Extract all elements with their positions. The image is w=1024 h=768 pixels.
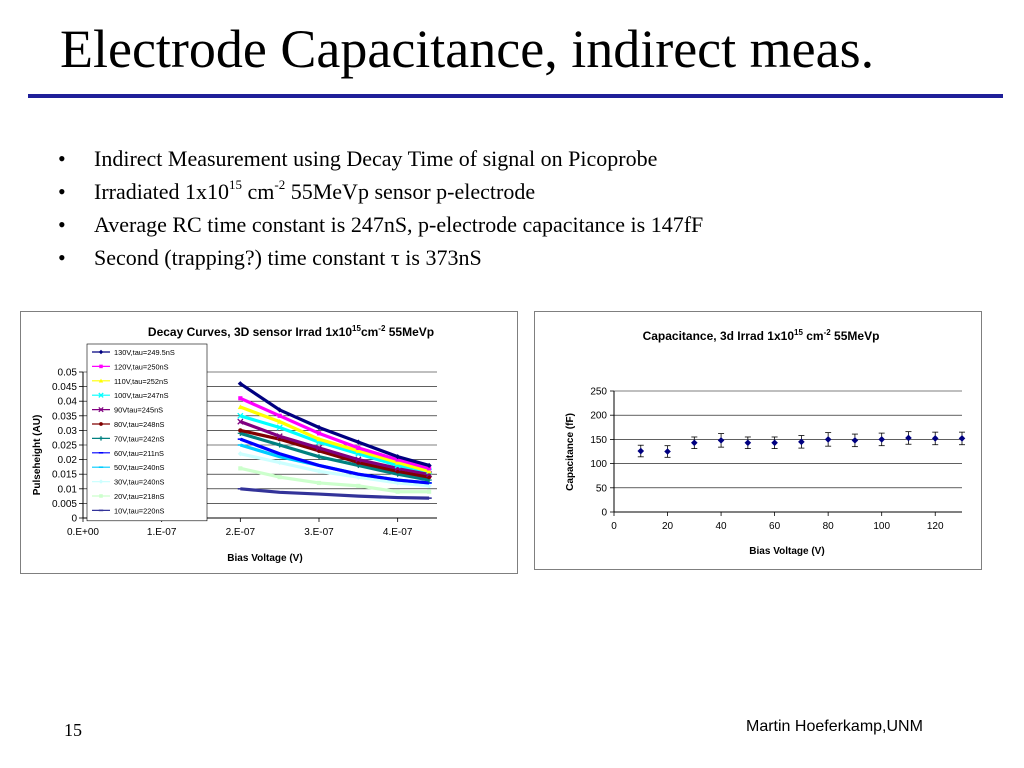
capacitance-x-tick-label: 60 xyxy=(769,521,781,532)
capacitance-data-point xyxy=(852,437,859,444)
capacitance-y-tick-label: 150 xyxy=(590,434,607,446)
bullet-text: Average RC time constant is 247nS, p-electrode capacitance is 147fF xyxy=(94,212,704,237)
bullet-superscript: -2 xyxy=(274,176,286,192)
capacitance-y-tick-label: 100 xyxy=(590,459,607,471)
bullet-text: Irradiated 1x10 xyxy=(94,179,229,204)
bullet-superscript: 15 xyxy=(229,176,242,192)
capacitance-data-point xyxy=(825,436,832,443)
capacitance-chart-svg xyxy=(535,312,981,569)
capacitance-chart xyxy=(534,311,982,570)
decay-legend-label: 130V,tau=249.5nS xyxy=(114,348,175,357)
bullet-text: 55MeVp sensor p-electrode xyxy=(285,179,536,204)
decay-legend-label: 110V,tau=252nS xyxy=(114,376,169,386)
decay-legend-marker xyxy=(99,422,103,426)
decay-legend-label: 120V,tau=250nS xyxy=(114,362,169,372)
capacitance-x-axis-label: Bias Voltage (V) xyxy=(749,546,825,557)
decay-y-tick-label: 0.015 xyxy=(51,469,77,481)
capacitance-y-tick-label: 200 xyxy=(590,410,607,422)
bullet-list xyxy=(58,142,703,274)
decay-legend-label: 90Vtau=245nS xyxy=(114,405,164,415)
decay-y-tick-label: 0.035 xyxy=(51,411,77,423)
decay-legend-label: 50V,tau=240nS xyxy=(114,463,165,473)
bullet-item xyxy=(58,175,703,208)
decay-y-tick-label: 0.03 xyxy=(57,425,77,437)
decay-y-axis-label: Pulseheight (AU) xyxy=(32,414,43,496)
capacitance-data-point xyxy=(932,435,939,442)
capacitance-data-point xyxy=(664,448,671,455)
capacitance-y-tick-label: 250 xyxy=(590,386,607,398)
decay-data-point xyxy=(396,490,400,494)
capacitance-x-tick-label: 0 xyxy=(611,521,617,532)
capacitance-data-point xyxy=(959,435,966,442)
decay-data-point xyxy=(317,481,321,485)
decay-y-tick-label: 0.025 xyxy=(51,440,77,452)
decay-x-axis-label: Bias Voltage (V) xyxy=(227,553,303,564)
decay-y-tick-label: 0.005 xyxy=(51,498,77,510)
capacitance-x-tick-label: 80 xyxy=(822,521,834,532)
capacitance-data-point xyxy=(691,439,698,446)
title-divider xyxy=(28,94,1003,98)
decay-data-point xyxy=(238,396,242,400)
capacitance-x-tick-label: 120 xyxy=(926,521,944,532)
bullet-dot-icon: • xyxy=(58,146,66,171)
slide-number: 15 xyxy=(64,720,82,740)
decay-y-tick-label: 0.05 xyxy=(57,367,77,379)
bullet-item xyxy=(58,142,703,175)
decay-legend-label: 60V,tau=211nS xyxy=(114,448,164,458)
decay-data-point xyxy=(278,475,282,479)
decay-y-tick-label: 0.01 xyxy=(57,484,77,496)
decay-legend-marker xyxy=(99,365,103,369)
capacitance-x-tick-label: 20 xyxy=(661,521,674,532)
decay-chart-svg xyxy=(21,312,517,573)
decay-x-tick-label: 3.E-07 xyxy=(304,527,334,538)
capacitance-data-point xyxy=(878,436,885,443)
capacitance-x-tick-label: 40 xyxy=(715,521,727,532)
decay-x-tick-label: 1.E-07 xyxy=(146,527,177,538)
capacitance-y-axis-label: Capacitance (fF) xyxy=(565,413,576,491)
decay-x-tick-label: 2.E-07 xyxy=(225,527,256,538)
bullet-dot-icon: • xyxy=(58,245,66,270)
decay-legend-label: 70V,tau=242nS xyxy=(114,434,165,444)
bullet-item xyxy=(58,208,703,241)
decay-legend-marker xyxy=(99,494,103,498)
slide-title: Electrode Capacitance, indirect meas. xyxy=(60,19,875,79)
capacitance-data-point xyxy=(905,435,912,442)
capacitance-y-tick-label: 0 xyxy=(601,507,607,519)
decay-chart-title: Decay Curves, 3D sensor Irrad $1x10^{15}cm^{-2}$ 55MeVp xyxy=(147,324,435,339)
bullet-text: Second (trapping?) time constant xyxy=(94,245,391,270)
capacitance-y-tick-label: 50 xyxy=(595,483,607,495)
decay-legend-label: 30V,tau=240nS xyxy=(114,477,165,487)
bullet-dot-icon: • xyxy=(58,212,66,237)
decay-y-tick-label: 0.02 xyxy=(57,455,77,467)
footer-author: Martin Hoeferkamp,UNM xyxy=(746,718,923,735)
bullet-text: Indirect Measurement using Decay Time of signal on Picoprobe xyxy=(94,146,658,171)
capacitance-x-tick-label: 100 xyxy=(873,521,891,532)
decay-x-tick-label: 0.E+00 xyxy=(67,527,99,538)
decay-x-tick-label: 4.E-07 xyxy=(382,527,413,538)
capacitance-data-point xyxy=(771,439,778,446)
bullet-text: is 373nS xyxy=(399,245,482,270)
decay-data-point xyxy=(317,431,321,435)
decay-data-point xyxy=(356,446,360,450)
tau-symbol: τ xyxy=(390,245,400,270)
capacitance-data-point xyxy=(637,448,644,455)
bullet-dot-icon: • xyxy=(58,179,66,204)
bullet-text: cm xyxy=(242,179,275,204)
decay-data-point xyxy=(278,414,282,418)
decay-data-point xyxy=(238,428,242,432)
capacitance-data-point xyxy=(718,437,725,444)
decay-y-tick-label: 0 xyxy=(71,513,77,525)
decay-data-point xyxy=(427,490,431,494)
decay-legend-label: 10V,tau=220nS xyxy=(114,506,165,516)
decay-legend-label: 100V,tau=247nS xyxy=(114,391,169,401)
capacitance-data-point xyxy=(745,439,752,446)
decay-y-tick-label: 0.04 xyxy=(57,396,77,408)
capacitance-chart-title: Capacitance, 3d Irrad $1x10^{15}$ $cm^{-2}$ 55MeVp xyxy=(642,328,880,343)
decay-legend-label: 20V,tau=218nS xyxy=(114,492,165,501)
decay-data-point xyxy=(356,484,360,488)
decay-data-point xyxy=(238,466,242,470)
bullet-item xyxy=(58,241,703,274)
decay-curves-chart xyxy=(20,311,518,574)
decay-y-tick-label: 0.045 xyxy=(51,382,77,394)
decay-legend-label: 80V,tau=248nS xyxy=(114,420,165,429)
